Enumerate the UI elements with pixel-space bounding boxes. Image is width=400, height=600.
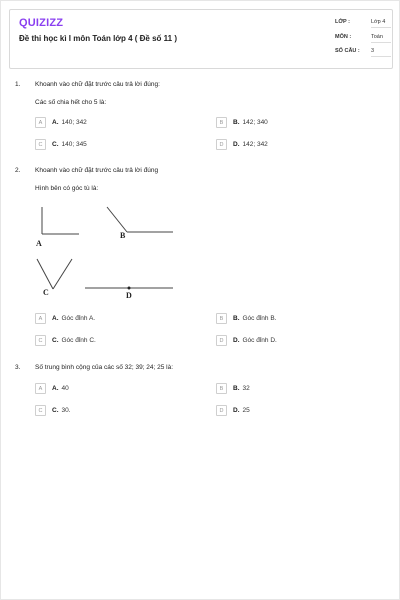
angles-figure bbox=[29, 201, 189, 311]
option-label: D. bbox=[233, 337, 240, 344]
option-text: 32 bbox=[242, 385, 250, 392]
option-letter-box: B bbox=[216, 383, 227, 394]
option-b[interactable] bbox=[216, 313, 276, 324]
option-c[interactable] bbox=[35, 405, 71, 416]
question-prompt: Các số chia hết cho 5 là: bbox=[35, 99, 107, 106]
option-label: B. bbox=[233, 315, 240, 322]
option-letter-box: D bbox=[216, 335, 227, 346]
option-text: Góc đỉnh A. bbox=[61, 315, 96, 322]
meta-key: LỚP : bbox=[335, 19, 350, 25]
option-a[interactable] bbox=[35, 117, 87, 128]
label-b: B bbox=[120, 231, 126, 240]
option-text: 25 bbox=[242, 407, 250, 414]
option-letter-box: C bbox=[35, 405, 46, 416]
option-label: B. bbox=[233, 385, 240, 392]
option-label: C. bbox=[52, 141, 59, 148]
question-instruction: Số trung bình cộng của các số 32; 39; 24; 25 là: bbox=[35, 364, 174, 371]
angle-c-ray bbox=[53, 259, 72, 289]
option-letter-box: A bbox=[35, 383, 46, 394]
angle-c-ray bbox=[37, 259, 53, 289]
option-text: Góc đỉnh B. bbox=[242, 315, 277, 322]
meta-value: 3 bbox=[371, 48, 391, 57]
meta-value: Lớp 4 bbox=[371, 19, 391, 28]
option-text: 140; 342 bbox=[61, 119, 87, 126]
option-letter-box: A bbox=[35, 117, 46, 128]
option-label: C. bbox=[52, 337, 59, 344]
option-b[interactable] bbox=[216, 117, 268, 128]
label-d: D bbox=[126, 291, 132, 300]
option-d[interactable] bbox=[216, 139, 268, 150]
label-a: A bbox=[36, 239, 42, 248]
option-text: Góc đỉnh C. bbox=[61, 337, 96, 344]
option-text: 140; 345 bbox=[61, 141, 87, 148]
quizizz-logo: QUIZIZZ bbox=[19, 17, 64, 29]
option-label: A. bbox=[52, 315, 59, 322]
option-label: D. bbox=[233, 141, 240, 148]
option-d[interactable] bbox=[216, 405, 250, 416]
option-a[interactable] bbox=[35, 383, 69, 394]
option-letter-box: B bbox=[216, 117, 227, 128]
meta-value: Toán bbox=[371, 34, 391, 43]
question-prompt: Hình bên có góc tù là: bbox=[35, 185, 99, 192]
label-c: C bbox=[43, 288, 49, 297]
option-label: A. bbox=[52, 119, 59, 126]
question-number: 2. bbox=[15, 167, 21, 174]
option-letter-box: A bbox=[35, 313, 46, 324]
question-instruction: Khoanh vào chữ đặt trước câu trả lời đúng bbox=[35, 167, 159, 174]
option-label: A. bbox=[52, 385, 59, 392]
option-a[interactable] bbox=[35, 313, 95, 324]
meta-key: MÔN : bbox=[335, 34, 352, 40]
worksheet-title: Đề thi học kì I môn Toán lớp 4 ( Đề số 11 ) bbox=[19, 34, 178, 43]
option-letter-box: D bbox=[216, 405, 227, 416]
option-letter-box: C bbox=[35, 139, 46, 150]
option-letter-box: D bbox=[216, 139, 227, 150]
option-letter-box: B bbox=[216, 313, 227, 324]
option-label: D. bbox=[233, 407, 240, 414]
option-label: C. bbox=[52, 407, 59, 414]
option-d[interactable] bbox=[216, 335, 277, 346]
angle-d-vertex bbox=[128, 287, 131, 290]
option-text: 30. bbox=[61, 407, 71, 414]
option-c[interactable] bbox=[35, 139, 87, 150]
option-c[interactable] bbox=[35, 335, 96, 346]
option-text: 40 bbox=[61, 385, 69, 392]
option-letter-box: C bbox=[35, 335, 46, 346]
question-number: 3. bbox=[15, 364, 21, 371]
option-text: Góc đỉnh D. bbox=[242, 337, 277, 344]
option-text: 142; 340 bbox=[242, 119, 268, 126]
option-label: B. bbox=[233, 119, 240, 126]
meta-key: SỐ CÂU : bbox=[335, 48, 360, 54]
option-b[interactable] bbox=[216, 383, 250, 394]
angle-b-ray bbox=[107, 207, 127, 232]
option-text: 142; 342 bbox=[242, 141, 268, 148]
question-number: 1. bbox=[15, 81, 21, 88]
worksheet-header bbox=[9, 9, 393, 69]
question-instruction: Khoanh vào chữ đặt trước câu trả lời đúng: bbox=[35, 81, 160, 88]
